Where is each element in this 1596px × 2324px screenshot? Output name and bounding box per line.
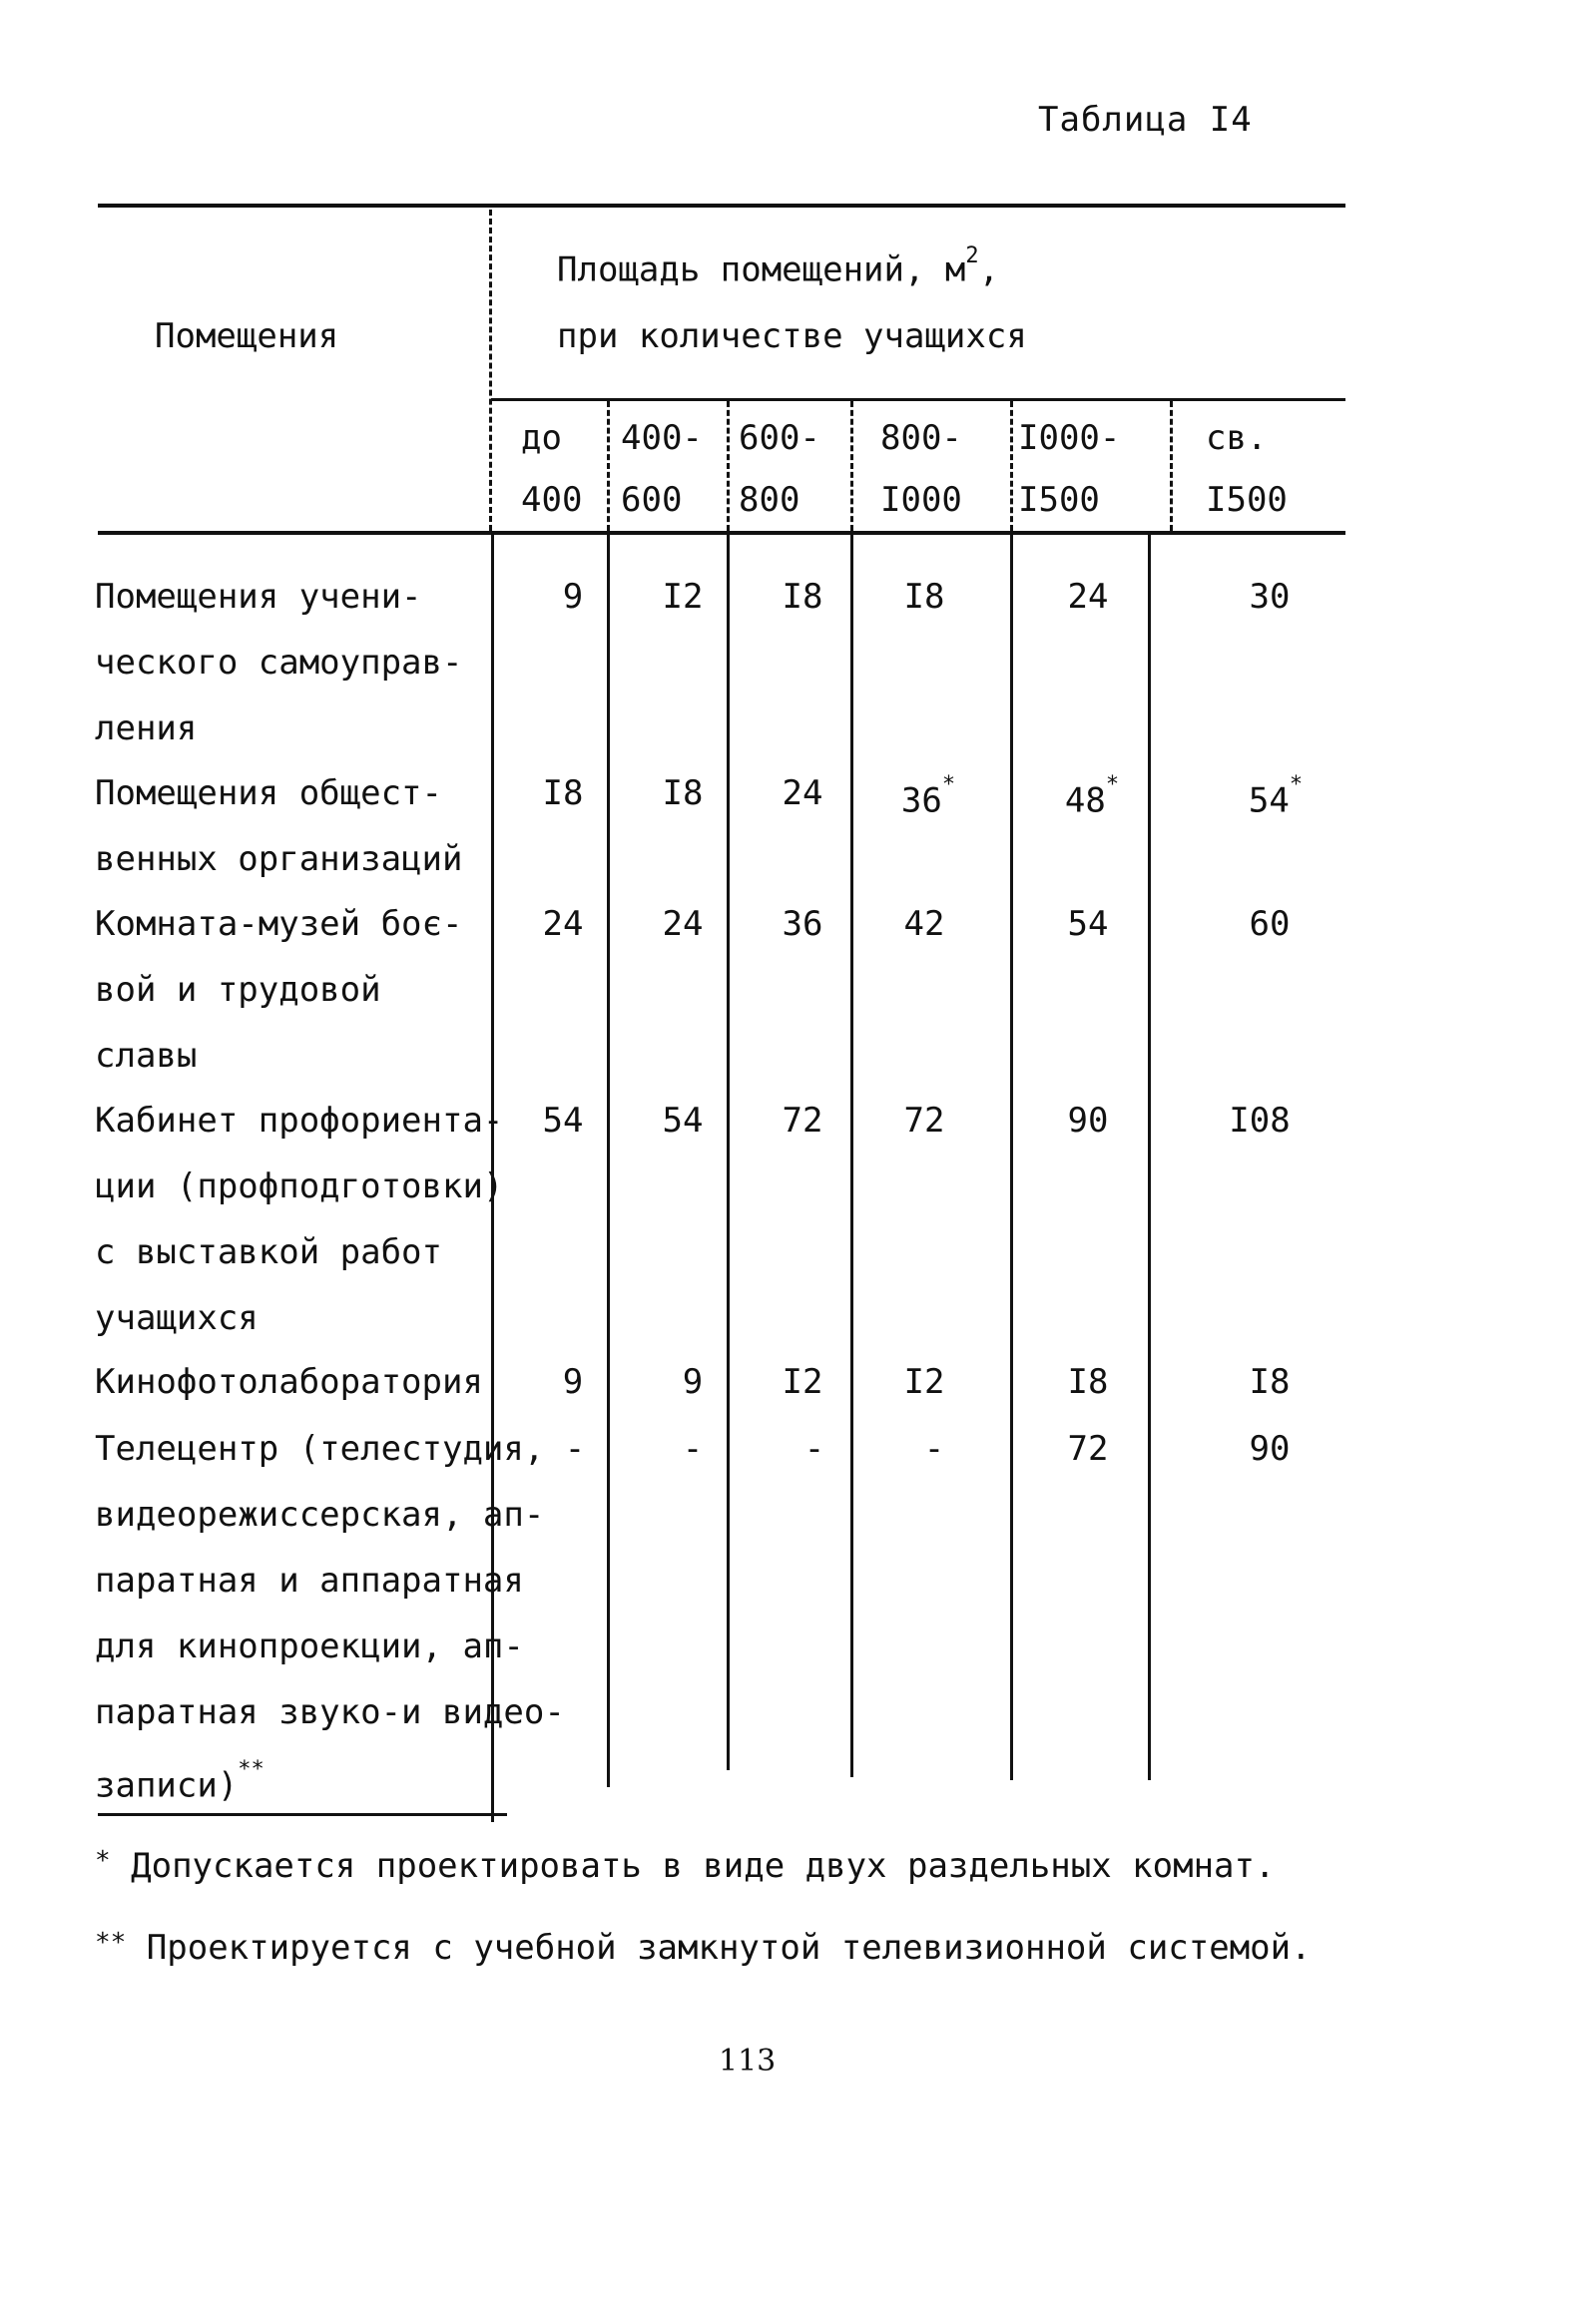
body-divider-col4 [850,535,853,1777]
row1-label-line3: ления [95,708,198,748]
row6-label-line2: видеорежиссерская, ап- [95,1495,545,1535]
row2-col6-value [1226,760,1326,833]
header-col5-line1: I000- [1018,418,1121,458]
table-caption: Таблица I4 [1038,100,1253,140]
row5-label-line1: Кинофотолаборатория [95,1362,483,1402]
row2-col3-value: 24 [782,773,823,813]
header-divider-rooms [489,210,492,531]
row3-label-line1: Комната-музей боє- [95,904,463,944]
row2-col2-value: I8 [662,773,704,813]
footnote-2-mark: ** [95,1928,127,1958]
row1-col1-value: 9 [562,577,584,617]
table-top-rule [98,204,1345,208]
row4-col6-value: I08 [1229,1101,1291,1141]
header-col4-line1: 800- [880,418,962,458]
footnote-1-text: Допускается проектировать в виде двух раздельных комнат. [131,1846,1276,1886]
body-divider-col5 [1010,535,1013,1780]
footnote-1 [95,1846,1275,1886]
row1-label-line2: ческого самоуправ- [95,643,463,683]
header-col1-line2: 400 [521,480,583,520]
row3-col4-value: 42 [903,904,945,944]
header-bottom-rule [98,531,1345,535]
row2-col5-value [1042,760,1142,833]
row1-label-line1: Помещения учени- [95,577,422,617]
row6-label-line6 [95,1745,265,1818]
row4-col4-value: 72 [903,1101,945,1141]
footnote-separator [98,1813,507,1816]
body-divider-col6 [1148,535,1151,1780]
row4-label-line1: Кабинет профориента- [95,1101,504,1141]
row2-col1-value: I8 [542,773,584,813]
row3-col1-value: 24 [542,904,584,944]
header-col6-line1: св. [1206,418,1268,458]
row3-col5-value: 54 [1067,904,1109,944]
header-col3-line1: 600- [739,418,820,458]
row4-label-line3: с выставкой работ [95,1232,442,1272]
row6-col2-value: - [682,1429,704,1469]
row6-col1-value: - [564,1429,586,1469]
row2-col5-number: 48 [1064,780,1106,821]
header-divider-col3 [727,401,730,531]
row3-col2-value: 24 [662,904,704,944]
footnote-1-mark: * [95,1846,111,1876]
header-area-line1: Площадь помещений, м [557,249,966,290]
row3-col3-value: 36 [782,904,823,944]
header-divider-col5 [1010,401,1013,531]
row6-label-line4: для кинопроекции, ап- [95,1627,524,1666]
row4-col1-value: 54 [542,1101,584,1141]
header-col2-line2: 600 [621,480,683,520]
row5-col2-value: 9 [682,1362,704,1402]
row1-col4-value: I8 [903,577,945,617]
header-rooms-label: Помещения [155,316,339,356]
row2-col4-value [878,760,978,833]
header-area-line1-tail: , [978,249,1000,290]
row5-col1-value: 9 [562,1362,584,1402]
row6-label-line6-text: записи) [95,1765,239,1806]
body-divider-col2 [607,535,610,1787]
row5-col3-value: I2 [782,1362,823,1402]
page-number: 113 [719,2044,777,2079]
row6-label-line5: паратная звуко-и видео- [95,1692,565,1732]
row1-col6-value: 30 [1249,577,1291,617]
row4-col5-value: 90 [1067,1101,1109,1141]
header-col2-line1: 400- [621,418,703,458]
row2-col6-number: 54 [1248,780,1290,821]
header-area-subtitle: при количестве учащихся [557,316,1027,356]
footnote-ref-mark: * [1289,772,1304,797]
row5-col5-value: I8 [1067,1362,1109,1402]
row4-label-line4: учащихся [95,1298,259,1338]
header-col3-line2: 800 [739,480,800,520]
row4-col3-value: 72 [782,1101,823,1141]
header-divider-col2 [607,401,610,531]
row6-label-line1: Телецентр (телестудия, [95,1429,545,1469]
row5-col4-value: I2 [903,1362,945,1402]
header-col4-line2: I000 [880,480,962,520]
footnote-2 [95,1928,1312,1968]
header-divider-col6 [1170,401,1173,531]
footnote-ref-mark: ** [238,1757,265,1782]
row6-col3-value: - [803,1429,825,1469]
row1-col5-value: 24 [1067,577,1109,617]
row3-label-line3: славы [95,1036,198,1076]
row2-col4-number: 36 [900,780,942,821]
row3-col6-value: 60 [1249,904,1291,944]
row6-col6-value: 90 [1249,1429,1291,1469]
row1-col3-value: I8 [782,577,823,617]
row6-col4-value: - [923,1429,945,1469]
footnote-ref-mark: * [941,772,956,797]
row6-col5-value: 72 [1067,1429,1109,1469]
row2-label-line2: венных организаций [95,839,463,879]
row6-label-line3: паратная и аппаратная [95,1561,524,1601]
row5-col6-value: I8 [1249,1362,1291,1402]
header-area-title [557,243,1000,290]
header-col6-line2: I500 [1206,480,1288,520]
footnote-2-text: Проектируется с учебной замкнутой телевизионной системой. [146,1928,1312,1968]
row4-col2-value: 54 [662,1101,704,1141]
row4-label-line2: ции (профподготовки) [95,1166,504,1206]
row3-label-line2: вой и трудовой [95,970,381,1010]
row2-label-line1: Помещения общест- [95,773,442,813]
header-mid-rule [491,398,1345,401]
footnote-ref-mark: * [1105,772,1120,797]
header-col5-line2: I500 [1018,480,1100,520]
row1-col2-value: I2 [662,577,704,617]
header-col1-line1: до [521,418,562,458]
header-area-unit-exponent: 2 [965,243,979,268]
header-divider-col4 [850,401,853,531]
